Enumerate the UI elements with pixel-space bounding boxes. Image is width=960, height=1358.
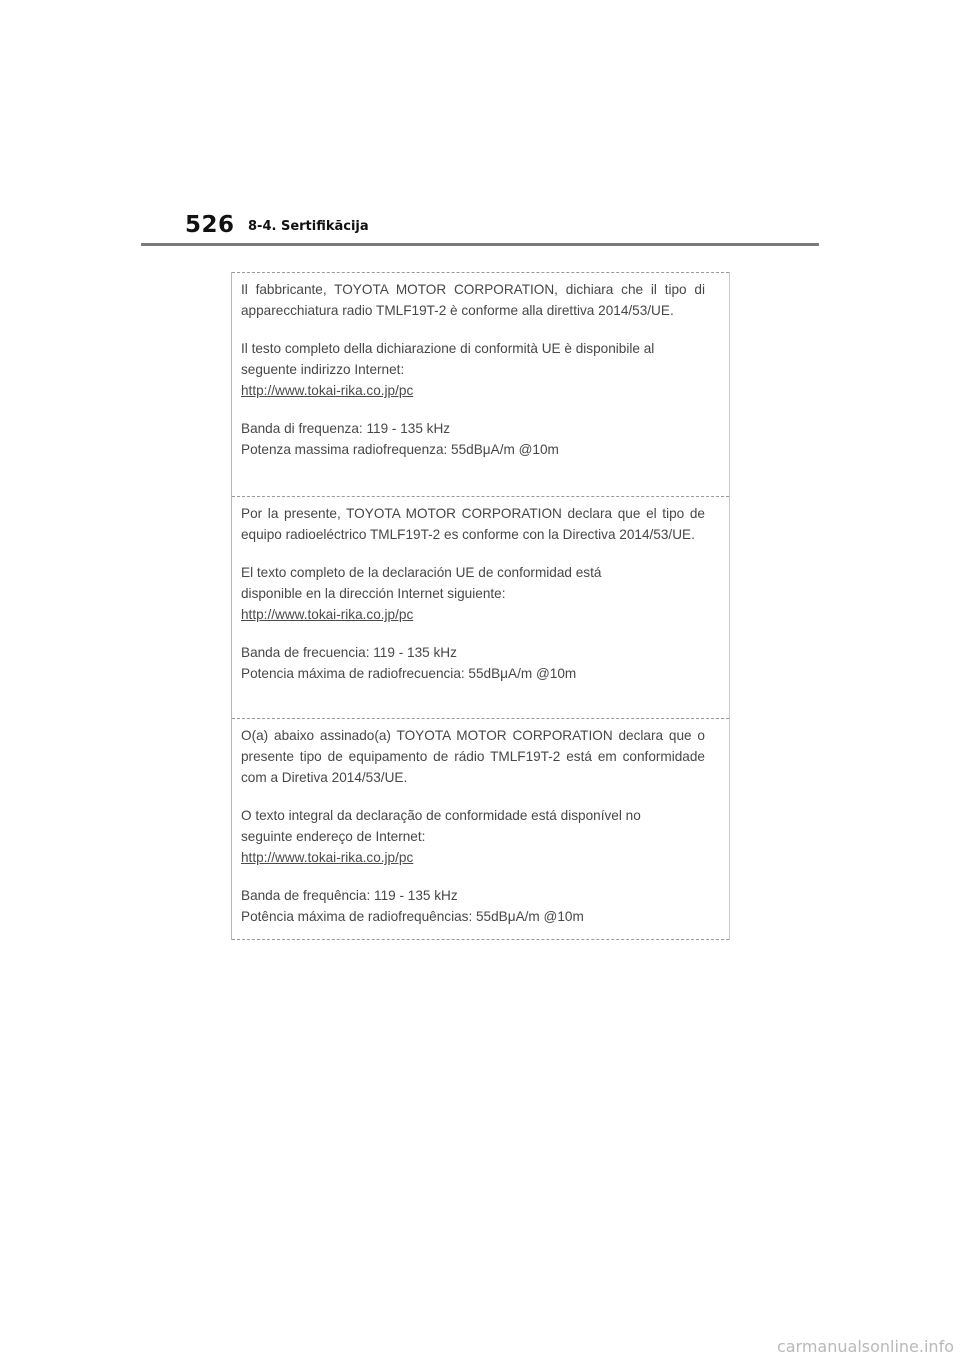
page-header [0, 0, 960, 250]
availability-text [241, 805, 705, 847]
section-title: 8-4. Sertifikācija [248, 219, 369, 234]
availability-text [241, 562, 705, 604]
availability-line-1: O texto integral da declaração de conformidade está disponível no [241, 808, 641, 823]
header-divider [141, 243, 819, 246]
frequency-band: Banda de frequência: 119 - 135 kHz [241, 888, 458, 903]
max-power: Potência máxima de radiofrequências: 55dBμA/m @10m [241, 909, 584, 924]
declaration-statement: O(a) abaixo assinado(a) TOYOTA MOTOR CORPORATION declara que o presente tipo de equipamento de rádio TMLF19T-2 está em conformidade com a Diretiva 2014/53/UE. [241, 728, 705, 785]
availability-line-1: El texto completo de la declaración UE de conformidad está [241, 565, 602, 580]
declaration-url-link[interactable]: http://www.tokai-rika.co.jp/pc [241, 383, 414, 398]
declaration-url-link[interactable]: http://www.tokai-rika.co.jp/pc [241, 850, 414, 865]
declaration-panel-spanish [232, 496, 729, 718]
declaration-statement: Il fabbricante, TOYOTA MOTOR CORPORATION, dichiara che il tipo di apparecchiatura radio TMLF19T-2 è conforme alla direttiva 2014/53/UE. [241, 282, 705, 318]
declaration-url-link[interactable]: http://www.tokai-rika.co.jp/pc [241, 607, 414, 622]
availability-line-2: seguinte endereço de Internet: [241, 829, 426, 844]
availability-text [241, 338, 705, 380]
max-power: Potenza massima radiofrequenza: 55dBμA/m @10m [241, 442, 559, 457]
page-number: 526 [185, 212, 235, 238]
availability-line-2: disponible en la dirección Internet siguiente: [241, 586, 506, 601]
declaration-panel-italian [232, 272, 729, 496]
max-power: Potencia máxima de radiofrecuencia: 55dBμA/m @10m [241, 666, 577, 681]
declaration-document [231, 272, 730, 940]
declaration-panel-portuguese [232, 718, 729, 940]
watermark: carmanualsonline.info [776, 1337, 954, 1356]
frequency-band: Banda di frequenza: 119 - 135 kHz [241, 421, 451, 436]
frequency-band: Banda de frecuencia: 119 - 135 kHz [241, 645, 457, 660]
declaration-statement: Por la presente, TOYOTA MOTOR CORPORATION declara que el tipo de equipo radioeléctrico TMLF19T-2 es conforme con la Directiva 2014/53/UE. [241, 506, 705, 542]
availability-line-2: seguente indirizzo Internet: [241, 362, 405, 377]
availability-line-1: Il testo completo della dichiarazione di conformità UE è disponibile al [241, 341, 655, 356]
